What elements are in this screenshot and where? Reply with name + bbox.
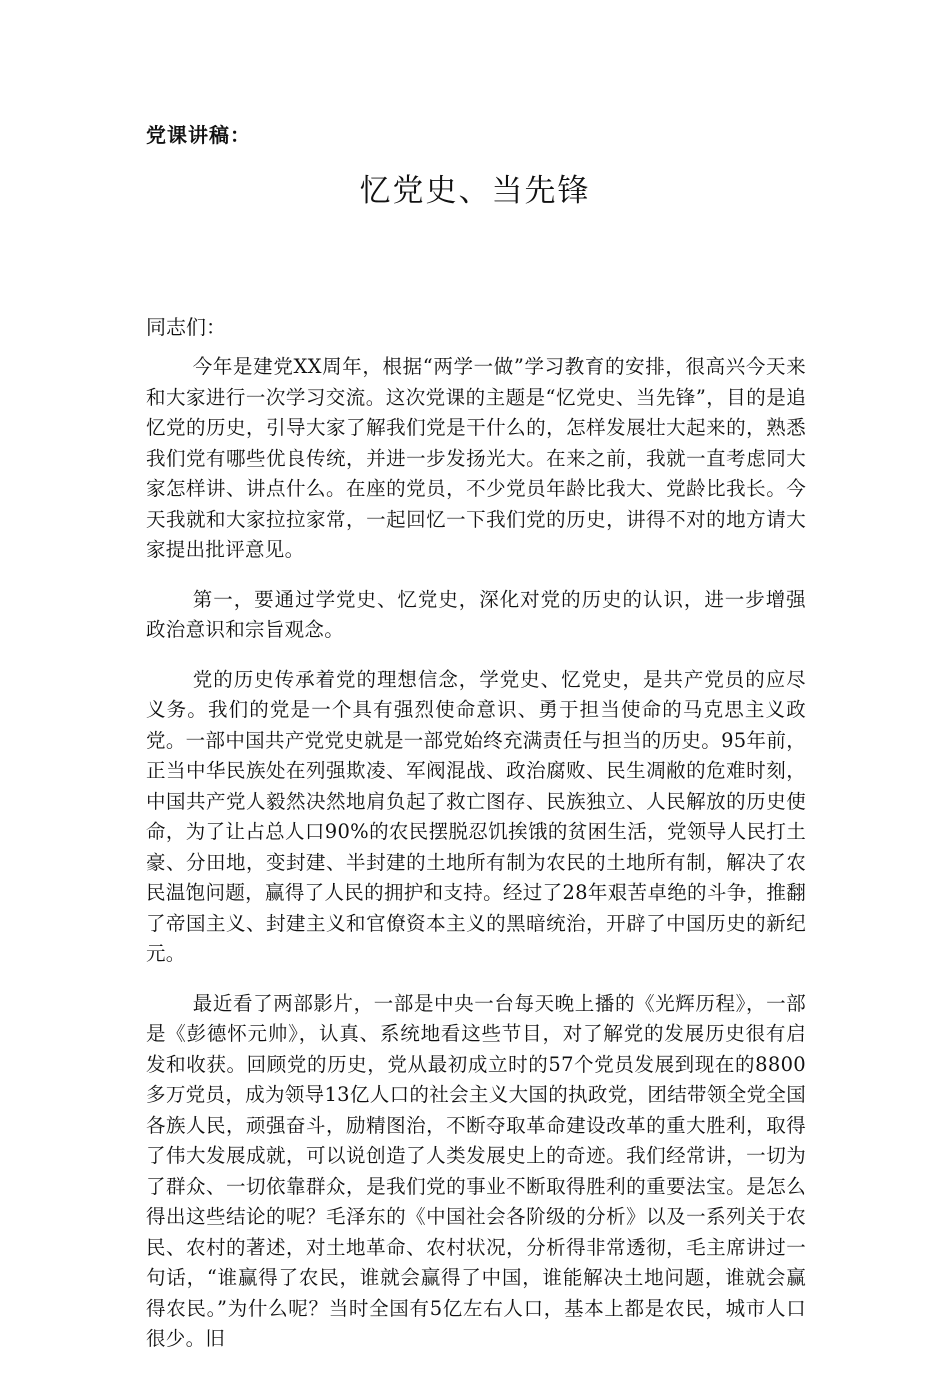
paragraph: 党的历史传承着党的理想信念，学党史、忆党史，是共产党员的应尽义务。我们的党是一个具有强烈使命意识、勇于担当使命的马克思主义政党。一部中国共产党党史就是一部党始终充满责任与担当的历史。95年前，正当中华民族处在列强欺凌、军阀混战、政治腐败、民生凋敝的危难时刻，中国共产党人毅然决然地肩负起了救亡图存、民族独立、人民解放的历史使命，为了让占总人口90%的农民摆脱忍饥挨饿的贫困生活，党领导人民打土豪、分田地，变封建、半封建的土地所有制为农民的土地所有制，解决了农民温饱问题，赢得了人民的拥护和支持。经过了28年艰苦卓绝的斗争，推翻了帝国主义、封建主义和官僚资本主义的黑暗统治，开辟了中国历史的新纪元。 (146, 667, 806, 965)
paragraph: 最近看了两部影片，一部是中央一台每天晚上播的《光辉历程》，一部是《彭德怀元帅》，认真、系统地看这些节目，对了解党的发展历史很有启发和收获。回顾党的历史，党从最初成立时的57个党员发展到现在的8800多万党员，成为领导13亿人口的社会主义大国的执政党，团结带领全党全国各族人民，顽强奋斗，励精图治，不断夺取革命建设改革的重大胜利，取得了伟大发展成就，可以说创造了人类发展史上的奇迹。我们经常讲，一切为了群众、一切依靠群众，是我们党的事业不断取得胜利的重要法宝。是怎么得出这些结论的呢？毛泽东的《中国社会各阶级的分析》以及一系列关于农民、农村的著述，对土地革命、农村状况，分析得非常透彻，毛主席讲过一句话，“谁赢得了农民，谁就会赢得了中国，谁能解决土地问题，谁就会赢得农民。”为什么呢？当时全国有5亿左右人口，基本上都是农民，城市人口很少。旧 (146, 991, 806, 1350)
document-label: 党课讲稿： (146, 123, 251, 147)
paragraph: 今年是建党XX周年，根据“两学一做”学习教育的安排，很高兴今天来和大家进行一次学习交流。这次党课的主题是“忆党史、当先锋”，目的是追忆党的历史，引导大家了解我们党是干什么的，怎样发展壮大起来的，熟悉我们党有哪些优良传统，并进一步发扬光大。在来之前，我就一直考虑同大家怎样讲、讲点什么。在座的党员，不少党员年龄比我大、党龄比我长。今天我就和大家拉拉家常，一起回忆一下我们党的历史，讲得不对的地方请大家提出批评意见。 (146, 355, 806, 561)
paragraph: 第一，要通过学党史、忆党史，深化对党的历史的认识，进一步增强政治意识和宗旨观念。 (146, 587, 806, 641)
salutation: 同志们： (146, 315, 226, 339)
document-title: 忆党史、当先锋 (359, 173, 591, 209)
body-text (146, 352, 806, 1374)
